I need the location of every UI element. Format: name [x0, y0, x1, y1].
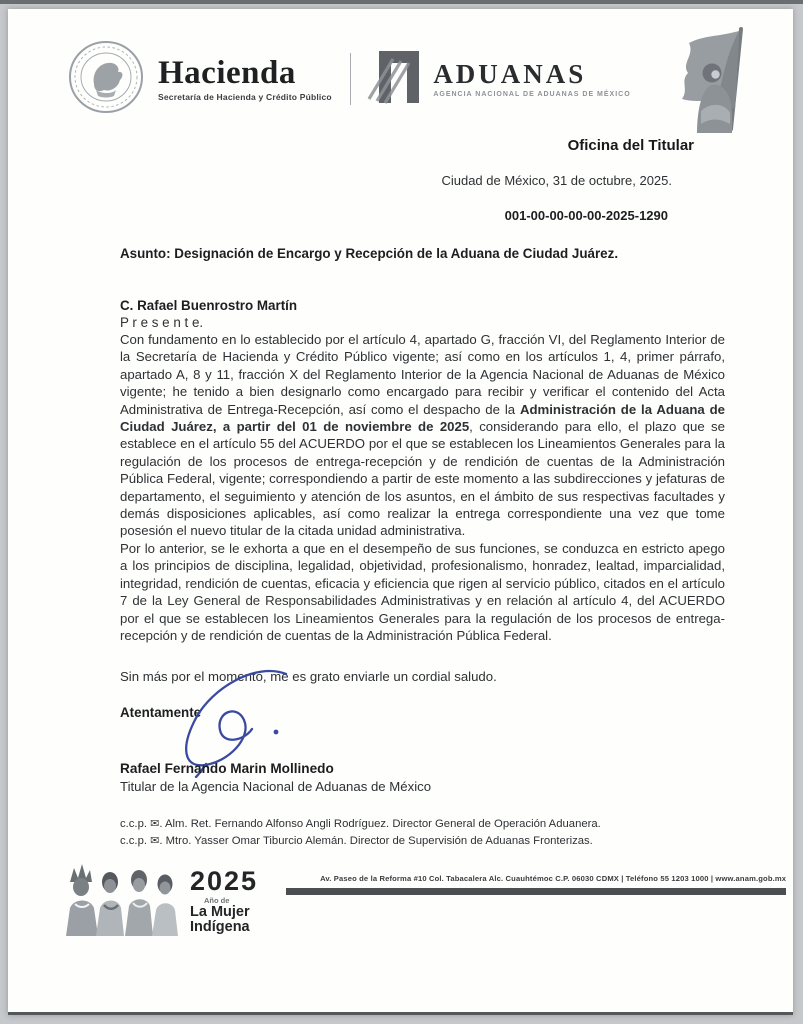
hacienda-logo	[158, 56, 332, 102]
aduanas-wordmark: ADUANAS	[433, 59, 587, 89]
reference-number: 001-00-00-00-00-2025-1290	[504, 208, 668, 223]
address-line: Av. Paseo de la Reforma #10 Col. Tabacalera Alc. Cuauhtémoc C.P. 06030 CDMX | Teléfono 55 1203 1000 | www.anam.gob.mx	[320, 874, 787, 884]
year-emblem	[190, 868, 258, 935]
aduanas-subtitle: AGENCIA NACIONAL DE ADUANAS DE MÉXICO	[433, 91, 631, 98]
scan-top-edge	[0, 0, 803, 4]
year-label: Año de	[204, 896, 230, 906]
ccp-line	[120, 833, 725, 850]
ccp-text: . Alm. Ret. Fernando Alfonso Angli Rodríguez. Director General de Operación Aduanera.	[159, 818, 601, 831]
letter-body	[120, 246, 725, 850]
salutation: P r e s e n t e.	[120, 315, 204, 330]
envelope-icon: ✉	[150, 818, 160, 831]
signoff: Atentamente	[120, 705, 202, 721]
office-title: Oficina del Titular	[567, 137, 694, 154]
footer-bar	[286, 888, 786, 895]
aduanas-arch-icon	[367, 47, 423, 112]
flag-bearer-icon	[655, 23, 759, 138]
subject-line: Asunto: Designación de Encargo y Recepción de la Aduana de Ciudad Juárez.	[120, 246, 619, 261]
recipient-name: C. Rafael Buenrostro Martín	[120, 298, 298, 313]
ccp-block	[120, 816, 725, 850]
signer-title: Titular de la Agencia Nacional de Aduanas de México	[120, 779, 432, 795]
date-line: Ciudad de México, 31 de octubre, 2025.	[441, 173, 672, 188]
year-theme: Indígena	[190, 918, 250, 935]
footer	[62, 860, 793, 941]
hacienda-wordmark: Hacienda	[158, 55, 296, 91]
signer-name: Rafael Fernando Marin Mollinedo	[120, 761, 334, 777]
letter-page	[8, 9, 793, 1015]
envelope-icon: ✉	[150, 835, 160, 848]
ccp-line	[120, 816, 725, 833]
paragraph-1-tail: , considerando para ello, el plazo que se establece en el artículo 55 del ACUERDO por el que se establecen los Lineamientos Generales para la regulación de los procesos de entrega-recepción y de rendición de cuentas de la Administración Pública Federal, vigente; correspondiendo a partir de este momento a las subdirecciones y jefaturas de departamento, el seguimiento y atención de los asuntos, en el ámbito de sus respectivas facultades y demás disposiciones aplicables, así como realizar la entrega correspondiente una vez que tome posesión el nuevo titular de la citada unidad administrativa.	[120, 419, 725, 539]
paragraph-1-lead: Con fundamento en lo establecido por el artículo 4, apartado G, fracción VI, del Reglamento Interior de la Secretaría de Hacienda y Crédito Público vigente; así como en los artículos 1, 4, primer párrafo, apartado A, 8 y 11, fracción X del Reglamento Interior de la Agencia Nacional de Aduanas de México vigente; he tenido a bien designarlo como encargado para recibir y verificar el contenido del Acta Administrativa de Entrega-Recepción, así como el despacho de la	[120, 332, 725, 417]
closing-line: Sin más por el momento, me es grato enviarle un cordial saludo.	[120, 669, 497, 685]
ccp-prefix: c.c.p.	[120, 818, 147, 831]
paragraph-1-bold: Administración de la Aduana de Ciudad Juárez, a partir del 01 de noviembre de 2025	[120, 401, 725, 435]
signature-area	[120, 720, 725, 795]
year-theme: La Mujer	[190, 903, 250, 920]
logo-divider	[350, 53, 352, 105]
paragraph-2: Por lo anterior, se le exhorta a que en el desempeño de sus funciones, se conduzca en estricto apego a los principios de disciplina, legalidad, objetividad, profesionalismo, honradez, lealtad, imparcialidad, integridad, rendición de cuentas, eficacia y eficiencia que rigen al servicio público, citados en el artículo 7 de la Ley General de Responsabilidades Administrativas y en relación al artículo 4, del ACUERDO por el que se establecen los Lineamientos Generales para la regulación de los procesos de entrega-recepción y de rendición de cuentas de la Administración Pública Federal.	[120, 540, 725, 643]
aduanas-logo	[433, 60, 630, 98]
address-block	[286, 874, 786, 895]
shcp-eagle-seal-icon	[66, 38, 146, 121]
indigenous-women-illustration-icon	[62, 860, 180, 941]
paragraph-1	[120, 331, 725, 540]
ccp-text: . Mtro. Yasser Omar Tiburcio Alemán. Director de Supervisión de Aduanas Fronterizas.	[159, 835, 593, 848]
hacienda-subtitle: Secretaría de Hacienda y Crédito Público	[158, 92, 332, 102]
year-2025: 2025	[190, 866, 259, 897]
ccp-prefix: c.c.p.	[120, 835, 147, 848]
